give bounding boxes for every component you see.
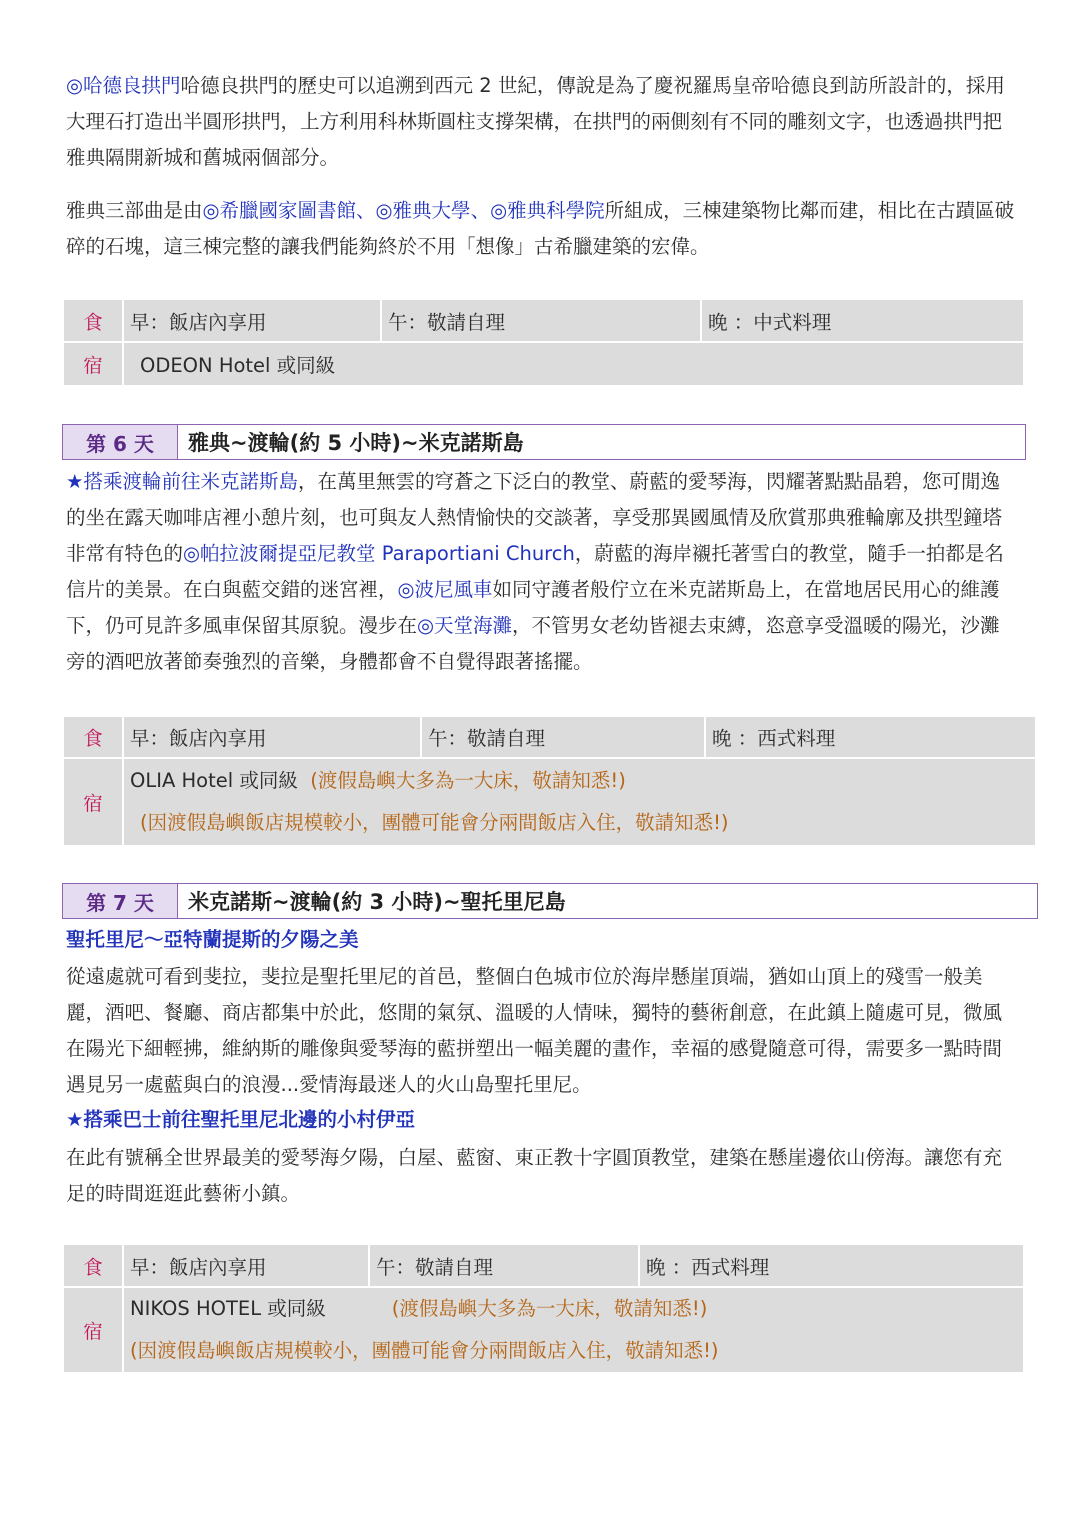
meal-row <box>63 1244 1024 1287</box>
hotel-cell: ODEON Hotel 或同級 <box>123 342 1024 386</box>
food-label: 食 <box>63 299 123 342</box>
oia-heading: ★搭乘巴士前往聖托里尼北邊的小村伊亞 <box>66 1108 415 1131</box>
meal-table-mykonos <box>62 715 1037 847</box>
stay-row <box>63 758 1036 846</box>
breakfast-cell: 早：飯店內享用 <box>123 716 421 758</box>
day-6-title: 雅典~渡輪(約 5 小時)~米克諾斯島 <box>188 431 524 455</box>
church-link[interactable]: ◎帕拉波爾提亞尼教堂 Paraportiani Church <box>183 542 575 565</box>
day-6-text-1: ，在萬里無雲的穹蒼之下泛白的教堂、蔚藍的愛琴海，閃耀著點點晶碧，您可閒逸的坐在露天咖啡店裡小憩片刻，也可與友人熱情愉快的交談著，享受那異國風情及欣賞那典雅輪廓及拱型鐘塔非常有特色的 <box>66 470 1003 565</box>
windmill-link[interactable]: ◎波尼風車 <box>397 578 493 601</box>
hotel-cell <box>123 1287 1024 1373</box>
day-6-paragraph <box>66 464 1016 680</box>
split-hotel-note: (因渡假島嶼飯店規模較小，團體可能會分兩間飯店入住，敬請知悉!) <box>130 1339 719 1362</box>
food-label: 食 <box>63 716 123 758</box>
dinner-cell: 晚 ：西式料理 <box>705 716 1036 758</box>
stay-row <box>63 1287 1024 1373</box>
library-link[interactable]: ◎希臘國家圖書館 <box>202 199 357 222</box>
hotel-name: NIKOS HOTEL 或同級 <box>130 1297 326 1320</box>
day-7-header <box>62 883 1038 919</box>
bed-note: (渡假島嶼大多為一大床，敬請知悉!) <box>310 769 626 792</box>
arch-text: 哈德良拱門的歷史可以追溯到西元 2 世紀，傳說是為了慶祝羅馬皇帝哈德良到訪所設計的，採用大理石打造出半圓形拱門，上方利用科林斯圓柱支撐架構，在拱門的兩側刻有不同的雕刻文字，也透過拱門把雅典隔開新城和舊城兩個部分。 <box>66 74 1005 169</box>
day-6-header <box>62 424 1026 460</box>
stay-row <box>63 342 1024 386</box>
oia-paragraph: 在此有號稱全世界最美的愛琴海夕陽，白屋、藍窗、東正教十字圓頂教堂，建築在懸崖邊依山傍海。讓您有充足的時間逛逛此藝術小鎮。 <box>66 1146 1003 1205</box>
meal-table-santorini <box>62 1243 1025 1374</box>
meal-row <box>63 716 1036 758</box>
arch-link[interactable]: ◎哈德良拱門 <box>66 74 181 97</box>
beach-link[interactable]: ◎天堂海灘 <box>417 614 513 637</box>
day-7-number: 第 7 天 <box>63 884 178 918</box>
lunch-cell: 午：敬請自理 <box>421 716 705 758</box>
breakfast-cell: 早：飯店內享用 <box>123 1244 369 1287</box>
breakfast-cell: 早：飯店內享用 <box>123 299 381 342</box>
bed-note: (渡假島嶼大多為一大床，敬請知悉!) <box>391 1297 708 1320</box>
meal-row <box>63 299 1024 342</box>
dinner-cell: 晚 ：中式料理 <box>701 299 1024 342</box>
trilogy-text-b: 所組成，三棟建築物比鄰而建，相比在古蹟區破碎的石塊，這三棟完整的讓我們能夠終於不用「想像」古希臘建築的宏偉。 <box>66 199 1015 258</box>
arch-paragraph <box>66 68 1016 176</box>
day-7-title: 米克諾斯~渡輪(約 3 小時)~聖托里尼島 <box>188 890 566 914</box>
stay-label: 宿 <box>63 1287 123 1373</box>
hotel-cell <box>123 758 1036 846</box>
santorini-paragraph: 從遠處就可看到斐拉，斐拉是聖托里尼的首邑，整個白色城市位於海岸懸崖頂端，猶如山頂上的殘雪一般美麗，酒吧、餐廳、商店都集中於此，悠閒的氣氛、溫暖的人情味，獨特的藝術創意，在此鎮上隨處可見，微風在陽光下細輕拂，維納斯的雕像與愛琴海的藍拼塑出一幅美麗的畫作，幸福的感覺隨意可得，需要多一點時間遇見另一處藍與白的浪漫...愛情海最迷人的火山島聖托里尼。 <box>66 965 1003 1096</box>
day-6-text-2: ，蔚藍的海岸襯托著雪白的教堂，隨手一拍都是名信片的美景。在白與藍交錯的迷宮裡， <box>66 542 1004 601</box>
split-hotel-note: (因渡假島嶼飯店規模較小，團體可能會分兩間飯店入住，敬請知悉!) <box>140 811 729 834</box>
stay-label: 宿 <box>63 342 123 386</box>
sep-2: 、 <box>470 199 491 222</box>
day-6-text-4: ，不管男女老幼皆褪去束縛，恣意享受溫暖的陽光，沙灘旁的酒吧放著節奏強烈的音樂，身體都會不自覺得跟著搖擺。 <box>66 614 1000 673</box>
hotel-line-1 <box>130 1288 1017 1330</box>
trilogy-paragraph <box>66 193 1016 265</box>
dinner-cell: 晚 ：西式料理 <box>639 1244 1024 1287</box>
day-6-text-3: 如同守護者般佇立在米克諾斯島上，在當地居民用心的維護下，仍可見許多風車保留其原貌。漫步在 <box>66 578 1000 637</box>
day-6-number: 第 6 天 <box>63 425 178 459</box>
lunch-cell: 午：敬請自理 <box>369 1244 639 1287</box>
santorini-heading: 聖托里尼～亞特蘭提斯的夕陽之美 <box>66 928 359 951</box>
hotel-line-1 <box>130 760 1029 802</box>
meal-table-athens <box>62 298 1025 387</box>
academy-link[interactable]: ◎雅典科學院 <box>490 199 605 222</box>
university-link[interactable]: ◎雅典大學 <box>375 199 471 222</box>
lunch-cell: 午：敬請自理 <box>381 299 701 342</box>
food-label: 食 <box>63 1244 123 1287</box>
ferry-highlight: ★搭乘渡輪前往米克諾斯島 <box>66 470 298 493</box>
stay-label: 宿 <box>63 758 123 846</box>
trilogy-text-a: 雅典三部曲是由 <box>66 199 203 222</box>
sep-1: 、 <box>356 199 376 222</box>
hotel-name: OLIA Hotel 或同級 <box>130 769 298 792</box>
